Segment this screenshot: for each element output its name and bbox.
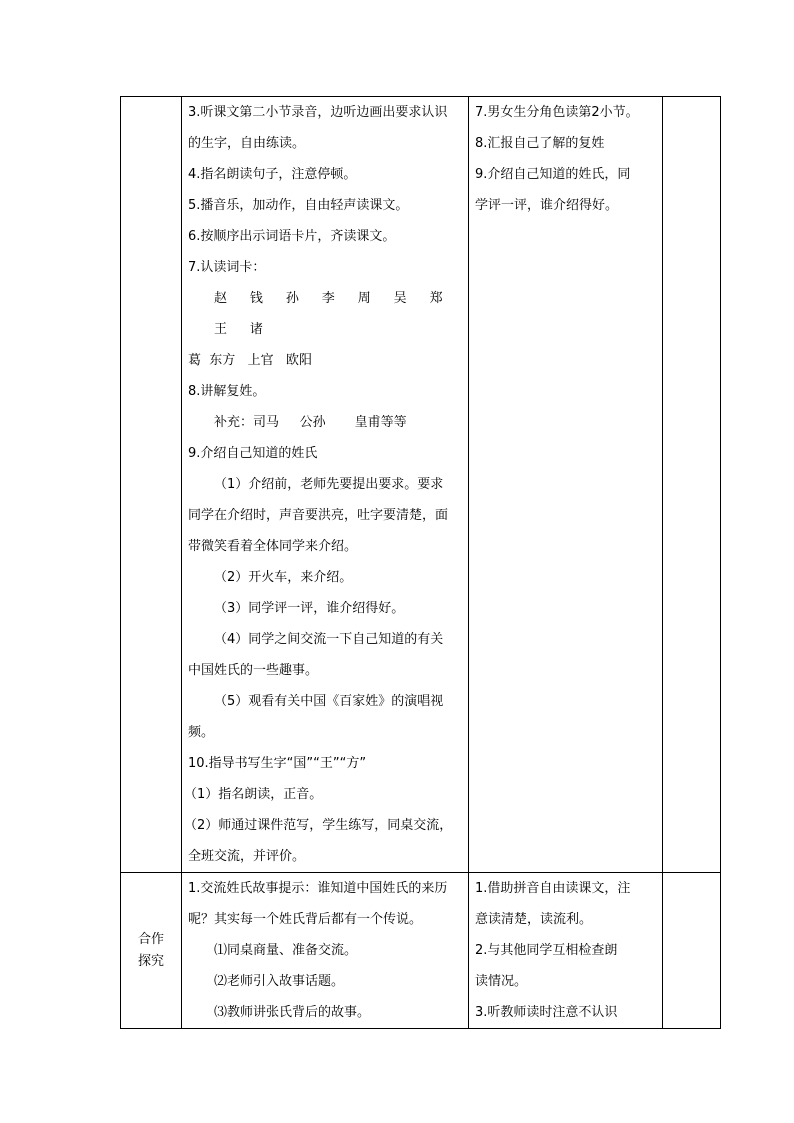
text-line: 8.汇报自己了解的复姓	[475, 136, 605, 151]
stage-label: 探究	[137, 953, 164, 969]
table-row	[121, 97, 721, 873]
text-line: ⑵老师引入故事话题。	[214, 974, 345, 989]
text-line: （4）同学之间交流一下自己知道的有关	[214, 632, 444, 647]
text-line: 9.介绍自己知道的姓氏，同	[475, 167, 631, 182]
text-line: 带微笑看着全体同学来介绍。	[188, 539, 358, 554]
text-line: 4.指名朗读句子，注意停顿。	[188, 167, 357, 182]
text-line: 全班交流，并评价。	[188, 849, 306, 864]
text-line: 呢？其实每一个姓氏背后都有一个传说。	[188, 912, 423, 927]
teacher-activity-cell	[182, 873, 469, 1029]
text-line: 7.认读词卡：	[188, 260, 266, 275]
supplement-line: 补充：司马 公孙 皇甫等等	[214, 415, 407, 430]
text-line: 1.借助拼音自由读课文，注	[475, 881, 631, 896]
text-line: 中国姓氏的一些趣事。	[188, 663, 319, 678]
text-line: 7.男女生分角色读第2小节。	[475, 105, 639, 120]
text-line: （2）师通过课件范写，学生练写，同桌交流，	[184, 818, 453, 833]
text-line: ⑴同桌商量、准备交流。	[214, 943, 358, 958]
text-line: 同学在介绍时，声音要洪亮，吐字要清楚，面	[188, 508, 449, 523]
teacher-activity-cell	[182, 97, 469, 873]
lesson-plan-table	[120, 96, 721, 1029]
text-line: ⑶教师讲张氏背后的故事。	[214, 1005, 371, 1020]
text-line: 10.指导书写生字“国”“王”“方”	[188, 756, 367, 771]
text-line: 3.听教师读时注意不认识	[475, 1005, 618, 1020]
table-row	[121, 873, 721, 1029]
notes-cell	[663, 97, 721, 873]
text-line: 3.听课文第二小节录音，边听边画出要求认识	[188, 105, 448, 120]
notes-cell	[663, 873, 721, 1029]
student-activity-cell	[469, 873, 663, 1029]
word-card-line: 赵 钱 孙 李 周 吴 郑 王 诸	[214, 291, 452, 337]
stage-label-cell	[121, 873, 182, 1029]
text-line: （2）开火车，来介绍。	[214, 570, 353, 585]
text-line: 2.与其他同学互相检查朗	[475, 943, 618, 958]
text-line: 6.按顺序出示词语卡片，齐读课文。	[188, 229, 396, 244]
text-line: （1）介绍前，老师先要提出要求。要求	[214, 477, 444, 492]
text-line: 1.交流姓氏故事提示：谁知道中国姓氏的来历	[188, 881, 448, 896]
student-activity-cell	[469, 97, 663, 873]
text-line: 频。	[188, 725, 215, 740]
word-card-line: 葛 东方 上官 欧阳	[188, 353, 313, 368]
text-line: 5.播音乐，加动作，自由轻声读课文。	[188, 198, 409, 213]
text-line: 意读清楚，读流利。	[475, 912, 593, 927]
text-line: 读情况。	[475, 974, 528, 989]
text-line: 的生字，自由练读。	[188, 136, 306, 151]
text-line: （5）观看有关中国《百家姓》的演唱视	[214, 694, 444, 709]
text-line: 学评一评，谁介绍得好。	[475, 198, 619, 213]
text-line: 9.介绍自己知道的姓氏	[188, 446, 318, 461]
stage-label: 合作	[137, 931, 164, 947]
text-line: 8.讲解复姓。	[188, 384, 266, 399]
text-line: （3）同学评一评，谁介绍得好。	[214, 601, 405, 616]
stage-label-cell	[121, 97, 182, 873]
text-line: （1）指名朗读，正音。	[184, 787, 323, 802]
